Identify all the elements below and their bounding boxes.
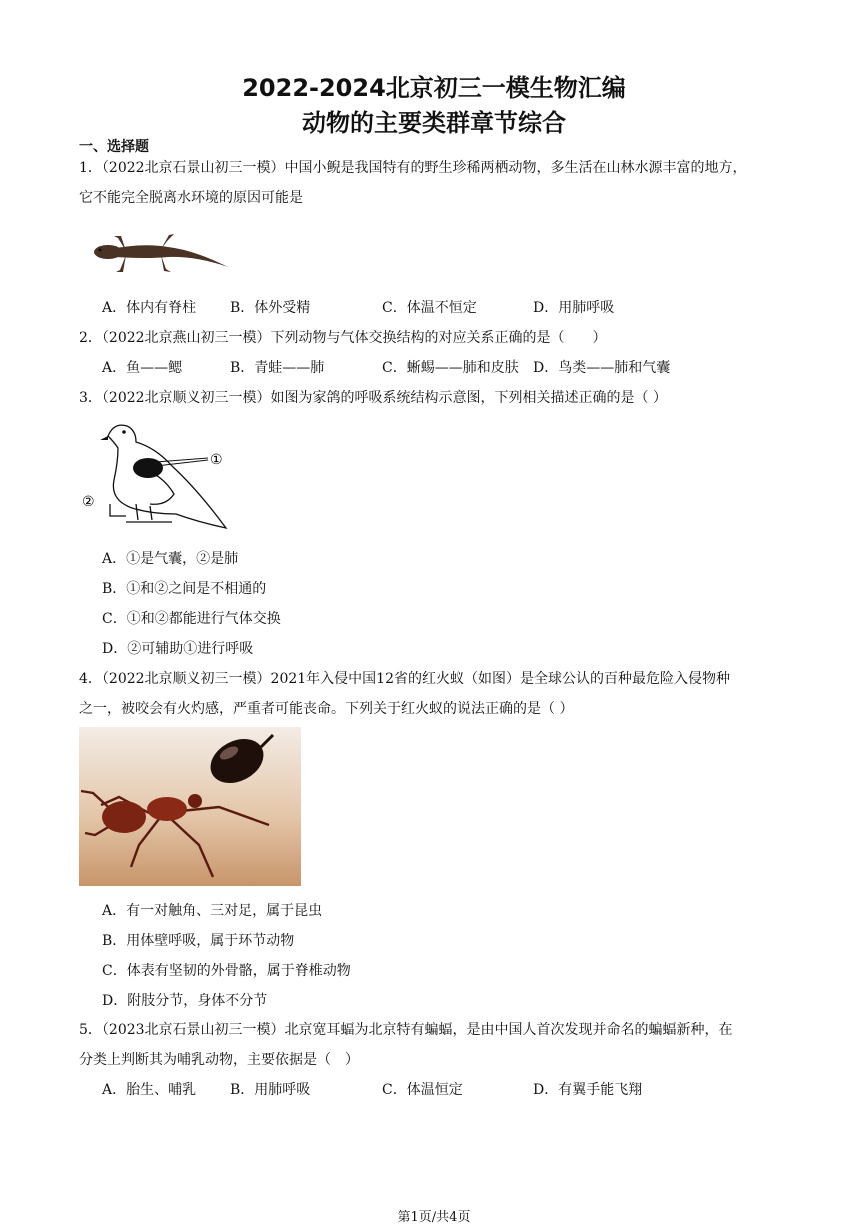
page-title: 2022-2024北京初三一模生物汇编: [242, 74, 626, 102]
question-1-option-b[interactable]: B．体外受精: [230, 300, 311, 316]
question-4-line-1: 4．（2022北京顺义初三一模）2021年入侵中国12省的红火蚁（如图）是全球公认的百种最危险入侵物种: [79, 671, 730, 687]
question-5-option-a[interactable]: A．胎生、哺乳: [102, 1082, 197, 1098]
salamander-image: [86, 226, 232, 278]
question-1-option-c[interactable]: C．体温不恒定: [382, 300, 477, 316]
question-4-option-a[interactable]: A．有一对触角、三对足，属于昆虫: [102, 903, 323, 919]
question-4-line-2: 之一，被咬会有火灼感，严重者可能丧命。下列关于红火蚁的说法正确的是（ ）: [79, 701, 574, 717]
question-1-line-2: 它不能完全脱离水环境的原因可能是: [79, 190, 303, 206]
question-5-line-1: 5．（2023北京石景山初三一模）北京宽耳蝠为北京特有蝙蝠，是由中国人首次发现并命名的蝙蝠新种，在: [79, 1022, 733, 1038]
label-2: ②: [82, 494, 95, 510]
question-3-option-b[interactable]: B．①和②之间是不相通的: [102, 581, 267, 597]
question-4-option-b[interactable]: B．用体壁呼吸，属于环节动物: [102, 933, 295, 949]
question-3-option-a[interactable]: A．①是气囊，②是肺: [102, 551, 239, 567]
question-2-option-d[interactable]: D．鸟类——肺和气囊: [533, 360, 671, 376]
question-2-line-1: 2．（2022北京燕山初三一模）下列动物与气体交换结构的对应关系正确的是（ ）: [79, 330, 607, 346]
question-3-option-c[interactable]: C．①和②都能进行气体交换: [102, 611, 281, 627]
question-2-option-c[interactable]: C．蜥蜴——肺和皮肤: [382, 360, 519, 376]
fire-ant-photo: [79, 727, 301, 886]
question-5-option-d[interactable]: D．有翼手能飞翔: [533, 1082, 643, 1098]
page-subtitle: 动物的主要类群章节综合: [302, 109, 566, 137]
question-5-option-c[interactable]: C．体温恒定: [382, 1082, 463, 1098]
section-heading: 一、选择题: [79, 139, 149, 155]
label-1: ①: [210, 452, 223, 468]
question-5-line-2: 分类上判断其为哺乳动物，主要依据是（ ）: [79, 1052, 359, 1068]
question-2-option-a[interactable]: A．鱼——鳃: [102, 360, 183, 376]
question-3-option-d[interactable]: D．②可辅助①进行呼吸: [102, 641, 254, 657]
page-number: 第1页/共4页: [397, 1210, 471, 1225]
pigeon-respiratory-diagram: [80, 418, 232, 532]
question-1-option-d[interactable]: D．用肺呼吸: [533, 300, 615, 316]
question-5-option-b[interactable]: B．用肺呼吸: [230, 1082, 311, 1098]
question-1-option-a[interactable]: A．体内有脊柱: [102, 300, 197, 316]
question-3-line-1: 3．（2022北京顺义初三一模）如图为家鸽的呼吸系统结构示意图，下列相关描述正确的是（ ）: [79, 390, 667, 406]
question-1-line-1: 1．（2022北京石景山初三一模）中国小鲵是我国特有的野生珍稀两栖动物，多生活在山林水源丰富的地方，: [79, 160, 747, 176]
question-4-option-d[interactable]: D．附肢分节，身体不分节: [102, 993, 268, 1009]
question-2-option-b[interactable]: B．青蛙——肺: [230, 360, 325, 376]
question-4-option-c[interactable]: C．体表有坚韧的外骨骼，属于脊椎动物: [102, 963, 351, 979]
